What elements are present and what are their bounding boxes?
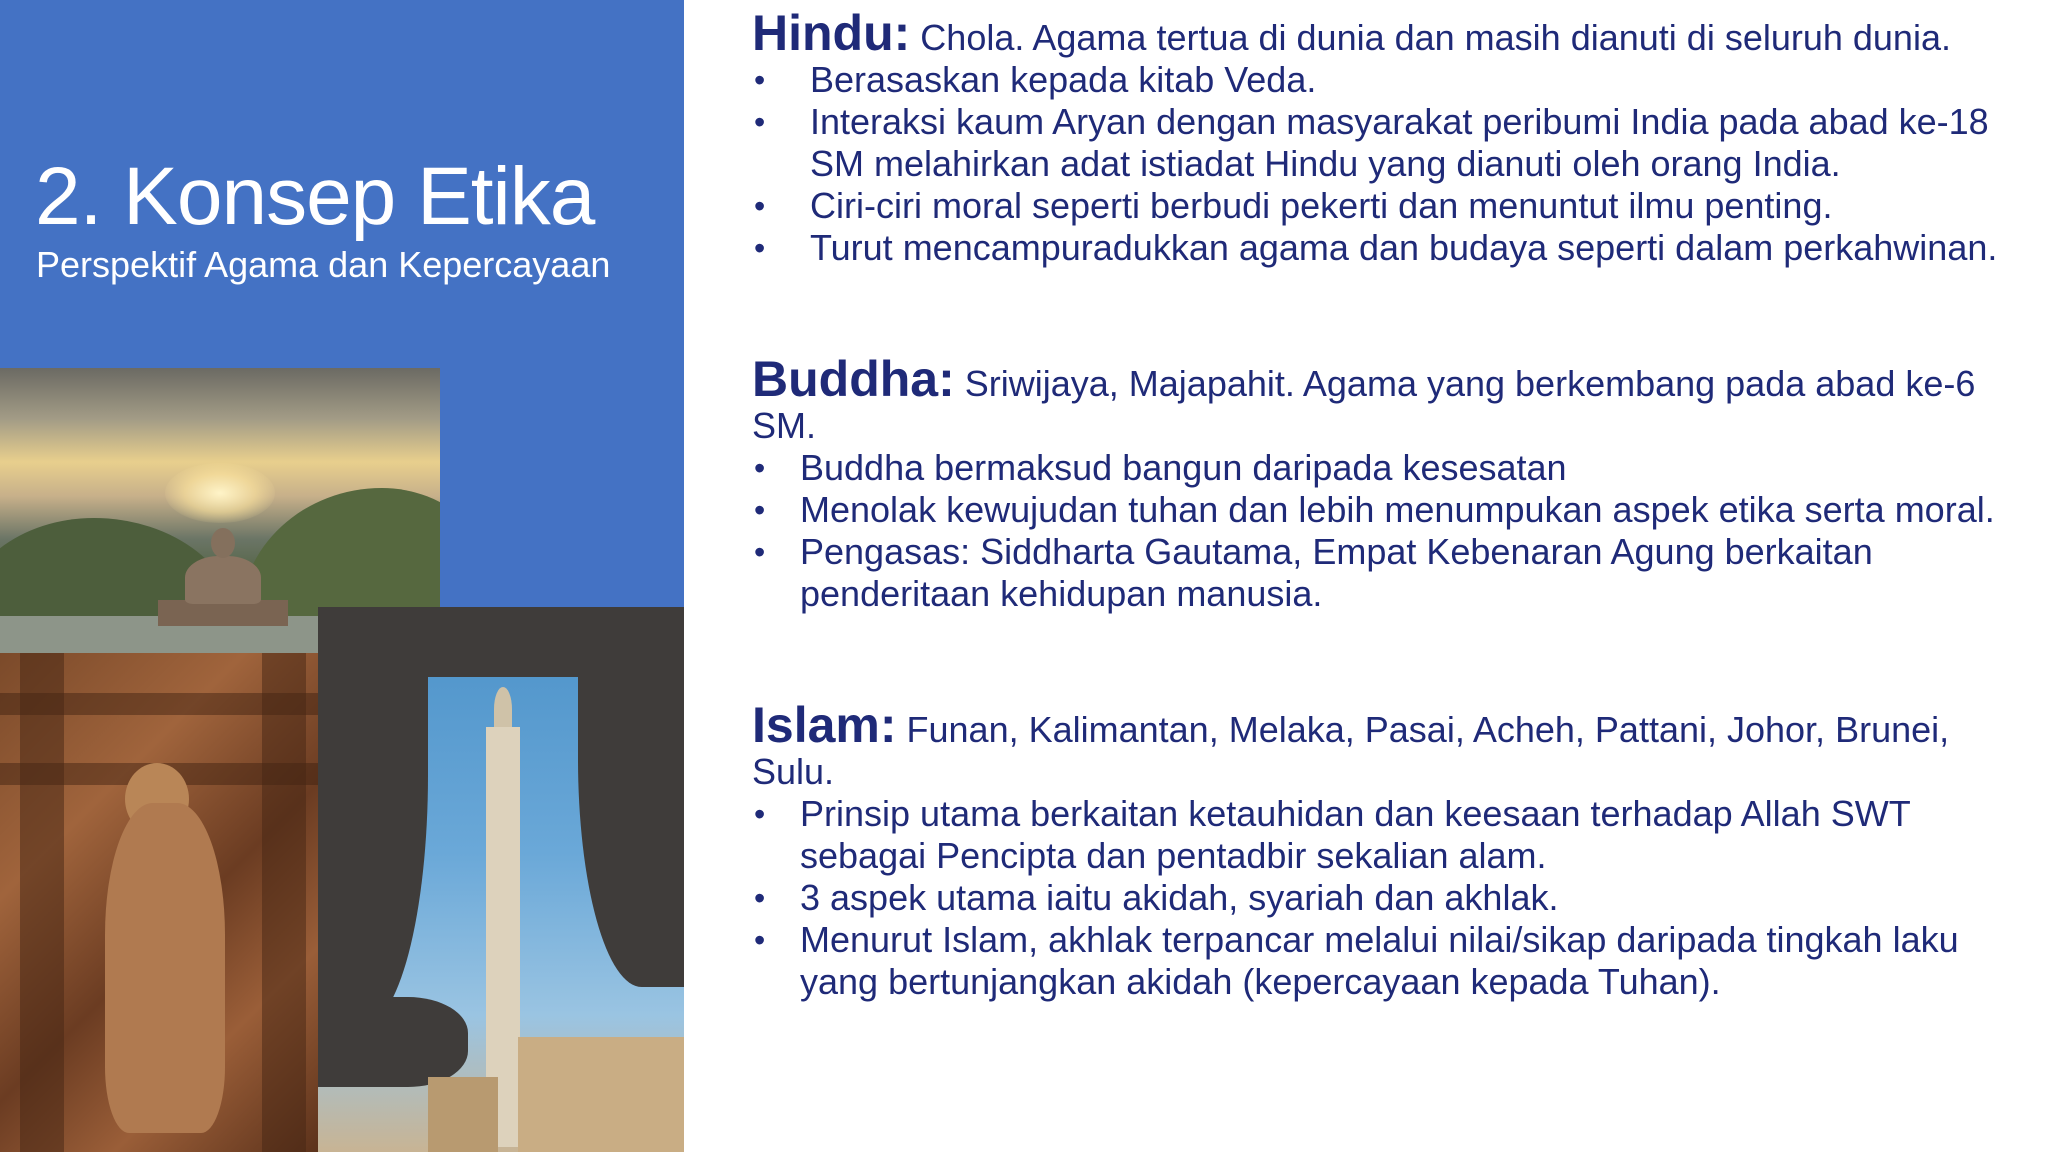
slide-subtitle: Perspektif Agama dan Kepercayaan	[36, 244, 611, 285]
section-heading: Islam: Funan, Kalimantan, Melaka, Pasai, Acheh, Pattani, Johor, Brunei, Sulu.	[752, 697, 1950, 792]
section-lead: Sriwijaya, Majapahit. Agama yang berkembang pada abad ke-6 SM.	[752, 363, 1976, 446]
bullet-list	[752, 447, 2012, 615]
bullet-list	[752, 793, 2012, 1003]
mosque-minaret-photo	[318, 607, 684, 1152]
list-item: • Menurut Islam, akhlak terpancar melalui nilai/sikap daripada tingkah laku yang bertunjangkan akidah (kepercayaan kepada Tuhan).	[752, 919, 2012, 1003]
section-lead: Chola. Agama tertua di dunia dan masih dianuti di seluruh dunia.	[910, 17, 1951, 58]
list-item: • Ciri-ciri moral seperti berbudi pekerti dan menuntut ilmu penting.	[752, 185, 2012, 227]
section-islam	[752, 697, 2012, 1003]
list-item: • Buddha bermaksud bangun daripada kesesatan	[752, 447, 2012, 489]
religion-name: Buddha	[752, 351, 939, 407]
temple-carving-photo	[0, 653, 318, 1152]
bullet-list	[752, 59, 2012, 269]
list-item: • Berasaskan kepada kitab Veda.	[752, 59, 2012, 101]
content-area	[752, 5, 2012, 1003]
religion-name: Islam	[752, 697, 880, 753]
list-item: • Interaksi kaum Aryan dengan masyarakat peribumi India pada abad ke-18 SM melahirkan adat istiadat Hindu yang dianuti oleh orang India.	[752, 101, 2012, 185]
list-item: • Prinsip utama berkaitan ketauhidan dan keesaan terhadap Allah SWT sebagai Pencipta dan pentadbir sekalian alam.	[752, 793, 2012, 877]
section-lead: Funan, Kalimantan, Melaka, Pasai, Acheh, Pattani, Johor, Brunei, Sulu.	[752, 709, 1950, 792]
slide-title: 2. Konsep Etika	[35, 151, 595, 242]
list-item: • Pengasas: Siddharta Gautama, Empat Kebenaran Agung berkaitan penderitaan kehidupan manusia.	[752, 531, 2012, 615]
religion-name: Hindu	[752, 5, 894, 61]
section-hindu	[752, 5, 2012, 269]
list-item: • 3 aspek utama iaitu akidah, syariah dan akhlak.	[752, 877, 2012, 919]
list-item: • Turut mencampuradukkan agama dan budaya seperti dalam perkahwinan.	[752, 227, 2012, 269]
list-item: • Menolak kewujudan tuhan dan lebih menumpukan aspek etika serta moral.	[752, 489, 2012, 531]
section-heading: Hindu: Chola. Agama tertua di dunia dan masih dianuti di seluruh dunia.	[752, 5, 1951, 61]
section-heading: Buddha: Sriwijaya, Majapahit. Agama yang berkembang pada abad ke-6 SM.	[752, 351, 1976, 446]
section-buddha	[752, 351, 2012, 615]
